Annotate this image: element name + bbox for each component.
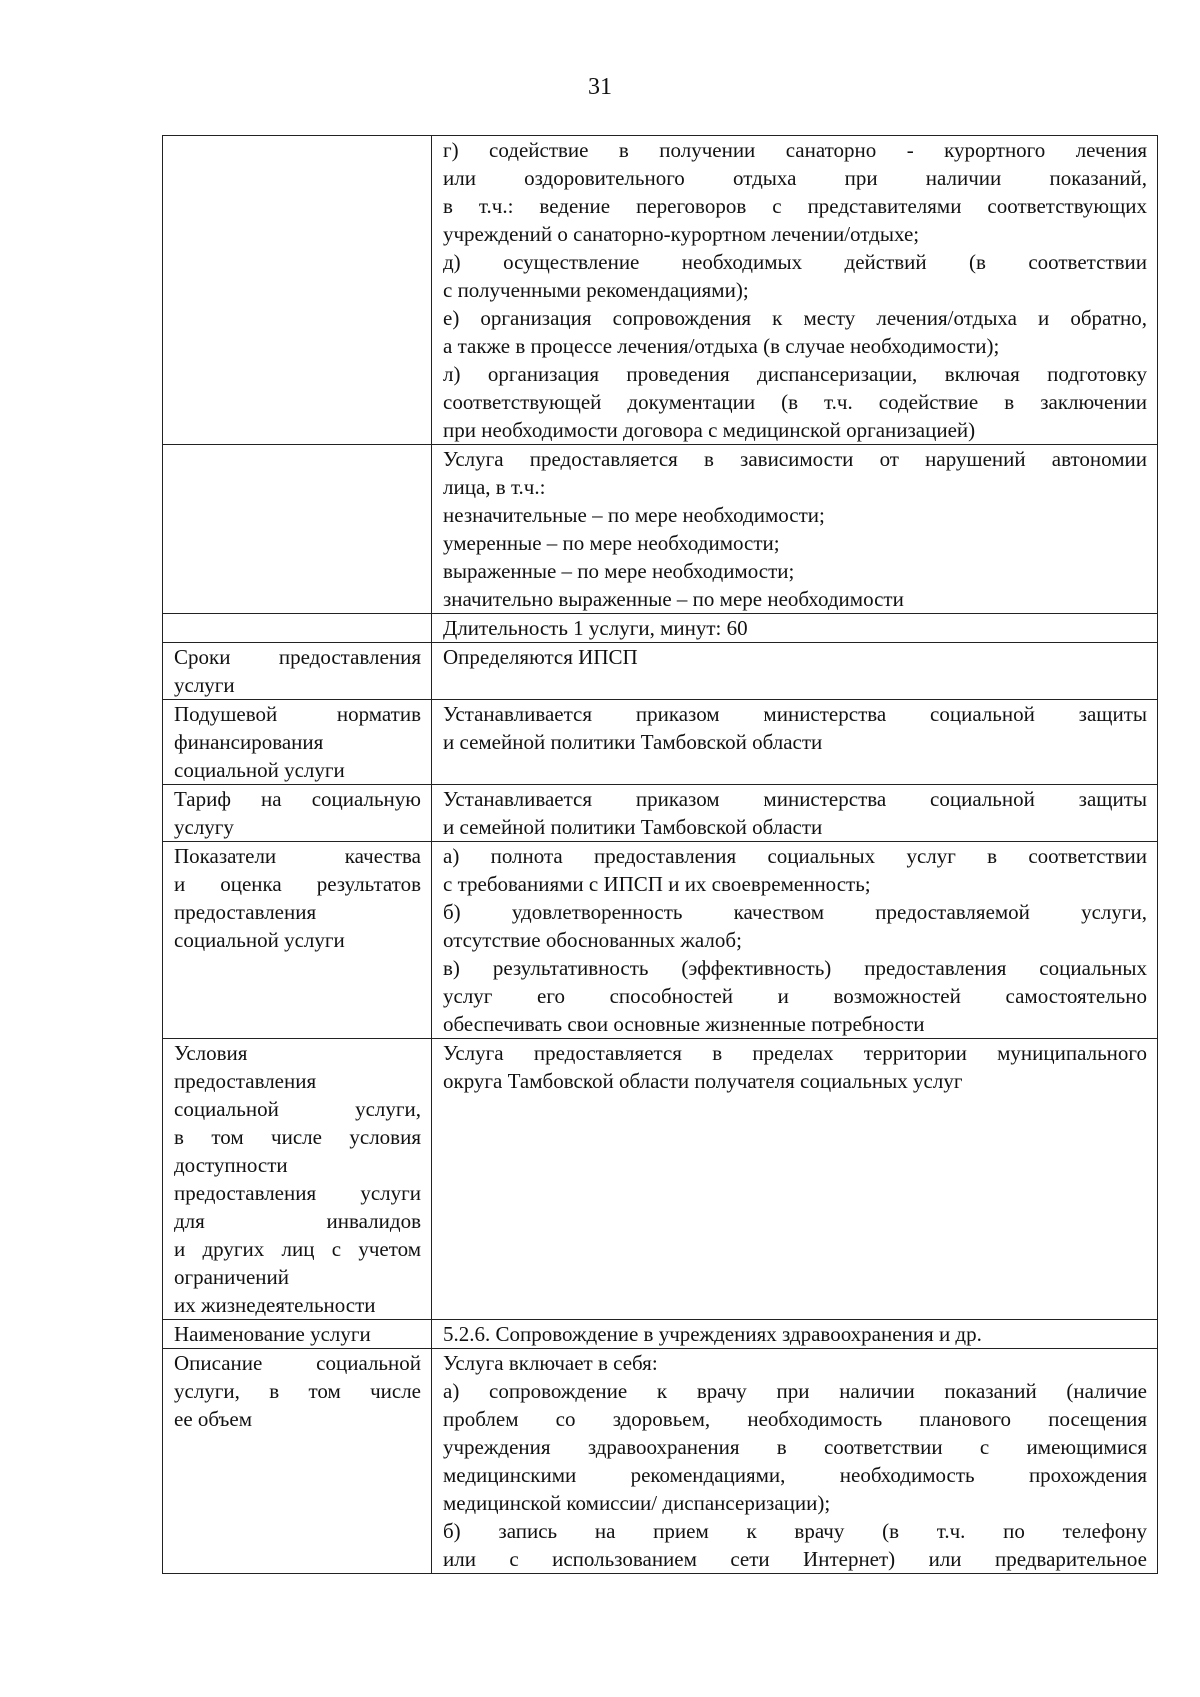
row-label-cell [163, 1320, 432, 1349]
row-label-line: социальной услуги, [174, 1097, 421, 1121]
row-content-cell [432, 614, 1158, 643]
row-label-line: ее объем [174, 1407, 253, 1431]
row-content-line: в т.ч.: ведение переговоров с представителями соответствующих [443, 194, 1147, 218]
row-label-line: услуги [174, 673, 235, 697]
row-content-line: медицинской комиссии/ диспансеризации); [443, 1491, 831, 1515]
row-label-cell [163, 445, 432, 614]
row-label-line: предоставления услуги [174, 1181, 421, 1205]
table-row [163, 700, 1158, 785]
row-content-line: Услуга предоставляется в зависимости от нарушений автономии [443, 447, 1147, 471]
page-number: 31 [588, 74, 612, 100]
row-label-line: в том числе условия [174, 1125, 421, 1149]
row-label-cell [163, 1039, 432, 1320]
row-content-line: г) содействие в получении санаторно - курортного лечения [443, 138, 1147, 162]
row-label-line: и оценка результатов [174, 872, 421, 896]
row-content-line: учреждений о санаторно-курортном лечении/отдыхе; [443, 222, 920, 246]
row-content-line: медицинскими рекомендациями, необходимость прохождения [443, 1463, 1147, 1487]
row-content-line: соответствующей документации (в т.ч. содействие в заключении [443, 390, 1147, 414]
table-row [163, 643, 1158, 700]
row-content-line: а также в процессе лечения/отдыха (в случае необходимости); [443, 334, 1000, 358]
row-content-line: Устанавливается приказом министерства социальной защиты [443, 702, 1147, 726]
row-label-line: Наименование услуги [174, 1322, 371, 1346]
row-label-line: доступности [174, 1153, 288, 1177]
row-content-line: или оздоровительного отдыха при наличии показаний, [443, 166, 1147, 190]
row-label-line: Сроки предоставления [174, 645, 421, 669]
row-content-line: д) осуществление необходимых действий (в соответствии [443, 250, 1147, 274]
row-label-line: финансирования [174, 730, 324, 754]
row-content-line: а) полнота предоставления социальных услуг в соответствии [443, 844, 1147, 868]
row-content-line: учреждения здравоохранения в соответствии с имеющимися [443, 1435, 1147, 1459]
row-content-line: или с использованием сети Интернет) или предварительное [443, 1547, 1147, 1571]
row-label-line: Описание социальной [174, 1351, 421, 1375]
row-content-cell [432, 1349, 1158, 1574]
row-content-line: умеренные – по мере необходимости; [443, 531, 780, 555]
row-content-line: Определяются ИПСП [443, 645, 638, 669]
row-label-cell [163, 700, 432, 785]
row-label-line: предоставления [174, 900, 317, 924]
row-content-cell [432, 1039, 1158, 1320]
row-label-line: для инвалидов [174, 1209, 421, 1233]
row-content-line: лица, в т.ч.: [443, 475, 546, 499]
row-content-line: округа Тамбовской области получателя социальных услуг [443, 1069, 963, 1093]
row-content-line: а) сопровождение к врачу при наличии показаний (наличие [443, 1379, 1147, 1403]
row-content-cell [432, 700, 1158, 785]
row-content-line: в) результативность (эффективность) предоставления социальных [443, 956, 1147, 980]
services-table-body [163, 136, 1158, 1574]
row-content-line: е) организация сопровождения к месту лечения/отдыха и обратно, [443, 306, 1147, 330]
row-label-cell [163, 136, 432, 445]
row-label-cell [163, 643, 432, 700]
row-label-line: их жизнедеятельности [174, 1293, 376, 1317]
row-label-line: предоставления [174, 1069, 317, 1093]
table-row [163, 1039, 1158, 1320]
row-content-line: незначительные – по мере необходимости; [443, 503, 825, 527]
row-content-line: с требованиями с ИПСП и их своевременность; [443, 872, 871, 896]
row-content-cell [432, 1320, 1158, 1349]
table-row [163, 785, 1158, 842]
row-content-line: Устанавливается приказом министерства социальной защиты [443, 787, 1147, 811]
row-label-line: социальной услуги [174, 928, 345, 952]
row-content-line: Услуга включает в себя: [443, 1351, 658, 1375]
row-label-line: социальной услуги [174, 758, 345, 782]
row-label-cell [163, 614, 432, 643]
table-row [163, 614, 1158, 643]
table-row [163, 1320, 1158, 1349]
row-content-line: б) удовлетворенность качеством предоставляемой услуги, [443, 900, 1147, 924]
table-row [163, 136, 1158, 445]
row-content-line: и семейной политики Тамбовской области [443, 815, 823, 839]
row-label-cell [163, 785, 432, 842]
row-content-line: Услуга предоставляется в пределах территории муниципального [443, 1041, 1147, 1065]
row-content-line: проблем со здоровьем, необходимость планового посещения [443, 1407, 1147, 1431]
row-content-line: отсутствие обоснованных жалоб; [443, 928, 742, 952]
row-label-line: Условия [174, 1041, 248, 1065]
row-label-line: Тариф на социальную [174, 787, 421, 811]
row-label-line: Показатели качества [174, 844, 421, 868]
row-label-line: ограничений [174, 1265, 290, 1289]
row-label-line: Подушевой норматив [174, 702, 421, 726]
table-row [163, 445, 1158, 614]
row-content-line: с полученными рекомендациями); [443, 278, 749, 302]
row-label-line: и других лиц с учетом [174, 1237, 421, 1261]
row-content-line: обеспечивать свои основные жизненные потребности [443, 1012, 925, 1036]
row-content-line: услуг его способностей и возможностей самостоятельно [443, 984, 1147, 1008]
row-content-line: л) организация проведения диспансеризации, включая подготовку [443, 362, 1147, 386]
row-content-cell [432, 643, 1158, 700]
row-content-line: Длительность 1 услуги, минут: 60 [443, 616, 748, 640]
table-row [163, 1349, 1158, 1574]
row-content-line: б) запись на прием к врачу (в т.ч. по телефону [443, 1519, 1147, 1543]
row-content-line: выраженные – по мере необходимости; [443, 559, 795, 583]
row-label-line: услуги, в том числе [174, 1379, 421, 1403]
row-content-line: 5.2.6. Сопровождение в учреждениях здравоохранения и др. [443, 1322, 982, 1346]
row-content-cell [432, 136, 1158, 445]
services-table [162, 135, 1158, 1574]
row-content-line: при необходимости договора с медицинской организацией) [443, 418, 976, 442]
row-content-line: значительно выраженные – по мере необходимости [443, 587, 904, 611]
table-row [163, 842, 1158, 1039]
row-label-line: услугу [174, 815, 234, 839]
row-content-cell [432, 842, 1158, 1039]
row-label-cell [163, 842, 432, 1039]
row-content-cell [432, 445, 1158, 614]
row-label-cell [163, 1349, 432, 1574]
row-content-line: и семейной политики Тамбовской области [443, 730, 823, 754]
row-content-cell [432, 785, 1158, 842]
